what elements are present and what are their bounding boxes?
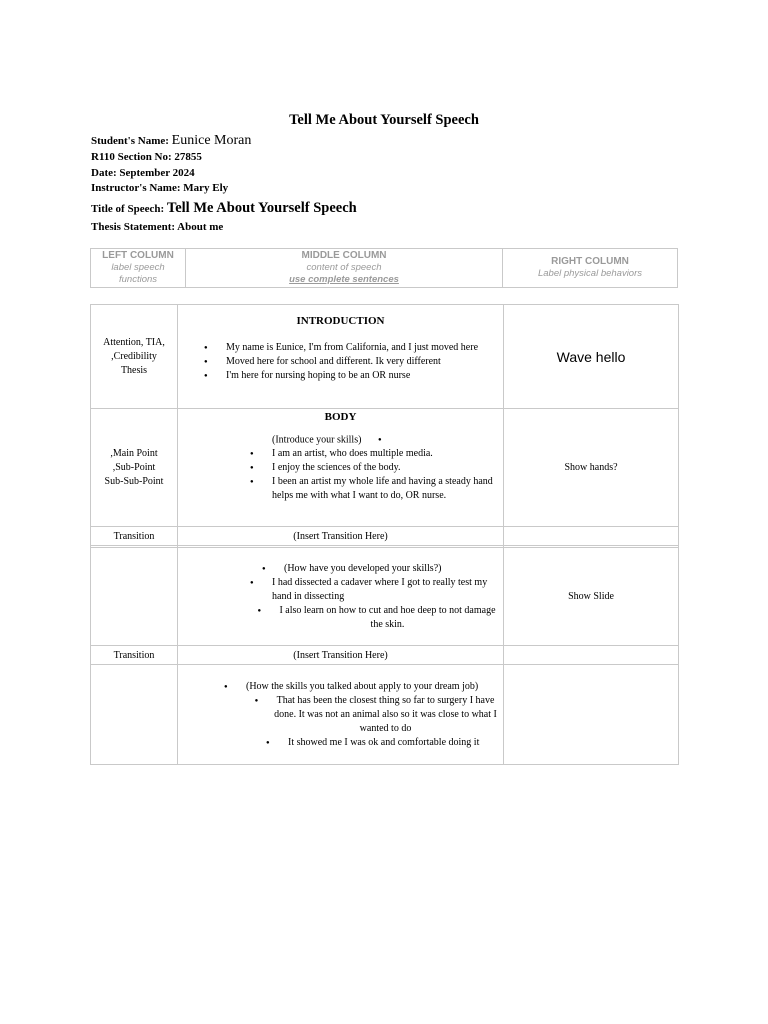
- speech-outline-table: [90, 304, 679, 765]
- list-item: ● It showed me I was ok and comfortable doing it: [178, 736, 497, 750]
- skills-development-behavior: Show Slide: [504, 548, 679, 646]
- list-item: ● (How the skills you talked about apply to your dream job): [178, 680, 497, 694]
- transition-behavior: [504, 527, 679, 546]
- body-behavior: Show hands?: [504, 409, 679, 527]
- legend-left-column: [91, 249, 186, 287]
- legend-right-note: Label physical behaviors: [537, 268, 643, 279]
- student-name-line: [91, 132, 691, 150]
- list-item: ● I had dissected a cadaver where I got to really test my hand in dissecting: [178, 576, 497, 604]
- transition-label: Transition: [91, 646, 178, 665]
- body-lead: [178, 433, 503, 447]
- legend-right-heading: RIGHT COLUMN: [551, 256, 629, 267]
- label-line: Attention, TIA,: [103, 336, 165, 348]
- introduction-heading: INTRODUCTION: [296, 315, 385, 327]
- introduction-labels: [91, 305, 178, 409]
- bullet-icon: ●: [377, 437, 382, 443]
- list-item: ● (How have you developed your skills?): [178, 562, 497, 576]
- legend-left-note: functions: [118, 274, 158, 285]
- transition-row: [91, 646, 679, 665]
- body-heading: BODY: [324, 411, 357, 423]
- body-labels: [91, 409, 178, 527]
- transition-placeholder: (Insert Transition Here): [178, 527, 504, 546]
- skills-development-labels: [91, 548, 178, 646]
- dream-job-points: [178, 680, 503, 750]
- legend-left-heading: LEFT COLUMN: [102, 250, 174, 261]
- column-legend: [90, 248, 678, 288]
- list-item: ● My name is Eunice, I'm from California, and I just moved here: [226, 341, 495, 355]
- dream-job-labels: [91, 665, 178, 765]
- introduction-points: [178, 341, 503, 383]
- dream-job-row: [91, 665, 679, 765]
- introduction-behavior: Wave hello: [504, 305, 679, 409]
- list-item: ● That has been the closest thing so far to surgery I have done. It was not an animal also so it was close to what I wanted to do: [178, 694, 497, 736]
- legend-middle-note: content of speech: [306, 262, 382, 273]
- list-item: ● Moved here for school and different. Ik very different: [226, 355, 495, 369]
- label-line: Sub-Sub-Point: [104, 475, 164, 487]
- instructor-name: Instructor's Name: Mary Ely: [91, 182, 229, 194]
- legend-left-note: label speech: [111, 262, 165, 273]
- label-line: Thesis: [120, 364, 148, 376]
- list-item: ● I enjoy the sciences of the body.: [272, 461, 495, 475]
- label-line: ,Main Point: [110, 447, 158, 459]
- list-item: ● I'm here for nursing hoping to be an OR nurse: [226, 369, 495, 383]
- transition-placeholder: (Insert Transition Here): [178, 646, 504, 665]
- thesis-statement: Thesis Statement: About me: [91, 220, 224, 233]
- student-name: Eunice Moran: [171, 133, 252, 148]
- skills-development-row: [91, 548, 679, 646]
- document-title: Tell Me About Yourself Speech: [289, 112, 479, 128]
- skills-development-content: [178, 548, 504, 646]
- transition-label: Transition: [91, 527, 178, 546]
- body-content: [178, 409, 504, 527]
- introduction-row: [91, 305, 679, 409]
- body-row: [91, 409, 679, 527]
- dream-job-behavior: [504, 665, 679, 765]
- section-number: R110 Section No: 27855: [91, 151, 202, 163]
- introduction-content: [178, 305, 504, 409]
- list-item: ● I been an artist my whole life and having a steady hand helps me with what I want to do, OR nurse.: [272, 475, 495, 503]
- transition-row: [91, 527, 679, 546]
- legend-middle-column: [186, 249, 503, 287]
- body-lead-text: (Introduce your skills): [272, 434, 362, 446]
- list-item: ● I also learn on how to cut and hoe deep to not damage the skin.: [178, 604, 497, 632]
- legend-right-column: [503, 249, 677, 287]
- dream-job-content: [178, 665, 504, 765]
- legend-middle-heading: MIDDLE COLUMN: [301, 250, 387, 261]
- speech-info: [91, 132, 691, 235]
- label-line: ,Credibility: [111, 350, 157, 362]
- speech-title-line: [91, 198, 691, 219]
- list-item: ● I am an artist, who does multiple media.: [272, 447, 495, 461]
- skills-development-points: [178, 562, 503, 632]
- speech-title: Tell Me About Yourself Speech: [166, 199, 357, 216]
- body-points: [178, 447, 503, 503]
- student-name-label: Student's Name:: [91, 135, 169, 147]
- legend-middle-note: use complete sentences: [289, 274, 399, 285]
- date: Date: September 2024: [91, 166, 195, 179]
- label-line: ,Sub-Point: [112, 461, 156, 473]
- transition-behavior: [504, 646, 679, 665]
- speech-title-label: Title of Speech:: [91, 202, 165, 215]
